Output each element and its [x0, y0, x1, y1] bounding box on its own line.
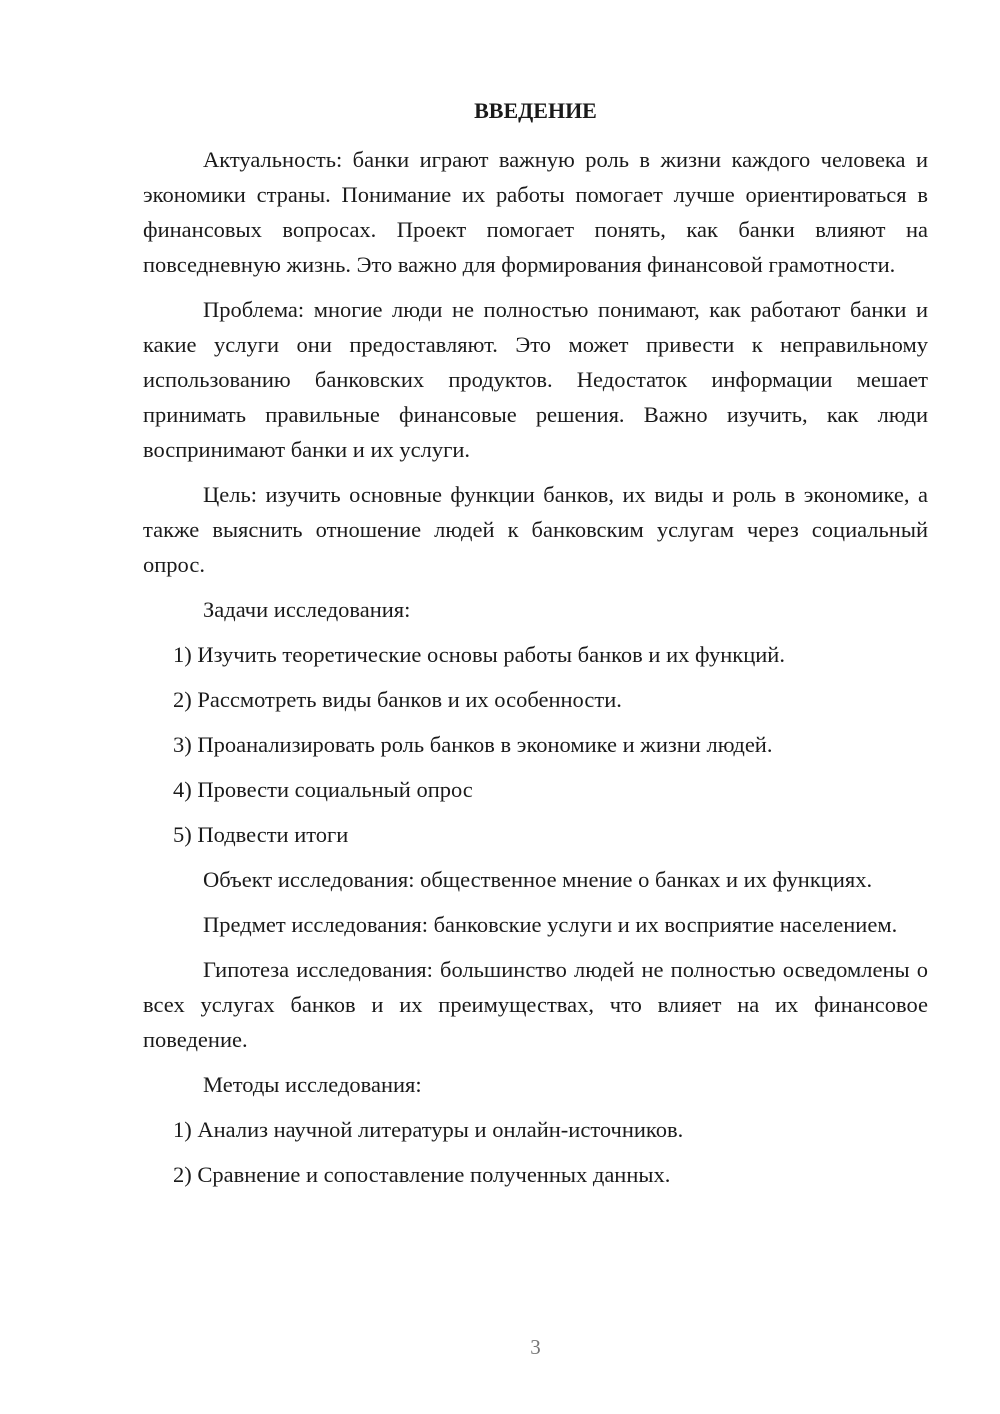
- tasks-heading: Задачи исследования:: [203, 597, 411, 622]
- method-item: 1) Анализ научной литературы и онлайн-источников.: [173, 1117, 684, 1142]
- paragraph-problem: Проблема: многие люди не полностью понимают, как работают банки и какие услуги они предоставляют. Это может привести к неправильному использованию банковских продуктов. Недостаток информации мешает принимать правильные финансовые решения. Важно изучить, как люди воспринимают банки и их услуги.: [143, 297, 928, 462]
- task-item: 2) Рассмотреть виды банков и их особенности.: [173, 687, 622, 712]
- paragraph-object: Объект исследования: общественное мнение о банках и их функциях.: [203, 867, 873, 892]
- page-number: 3: [530, 1335, 541, 1359]
- page-title: ВВЕДЕНИЕ: [474, 98, 597, 123]
- methods-heading: Методы исследования:: [203, 1072, 422, 1097]
- task-item: 3) Проанализировать роль банков в экономике и жизни людей.: [173, 732, 773, 757]
- method-item: 2) Сравнение и сопоставление полученных данных.: [173, 1162, 671, 1187]
- document-page: [143, 0, 928, 1414]
- paragraph-subject: Предмет исследования: банковские услуги и их восприятие населением.: [203, 912, 898, 937]
- document-body: [143, 142, 928, 1202]
- paragraph-hypothesis: Гипотеза исследования: большинство людей не полностью осведомлены о всех услугах банков и их преимуществах, что влияет на их финансовое поведение.: [143, 957, 928, 1052]
- task-item: 1) Изучить теоретические основы работы банков и их функций.: [173, 642, 785, 667]
- task-item: 4) Провести социальный опрос: [173, 777, 473, 802]
- paragraph-relevance: Актуальность: банки играют важную роль в жизни каждого человека и экономики страны. Понимание их работы помогает лучше ориентироваться в финансовых вопросах. Проект помогает понять, как банки влияют на повседневную жизнь. Это важно для формирования финансовой грамотности.: [143, 147, 928, 277]
- paragraph-goal: Цель: изучить основные функции банков, их виды и роль в экономике, а также выяснить отношение людей к банковским услугам через социальный опрос.: [143, 482, 928, 577]
- task-item: 5) Подвести итоги: [173, 822, 349, 847]
